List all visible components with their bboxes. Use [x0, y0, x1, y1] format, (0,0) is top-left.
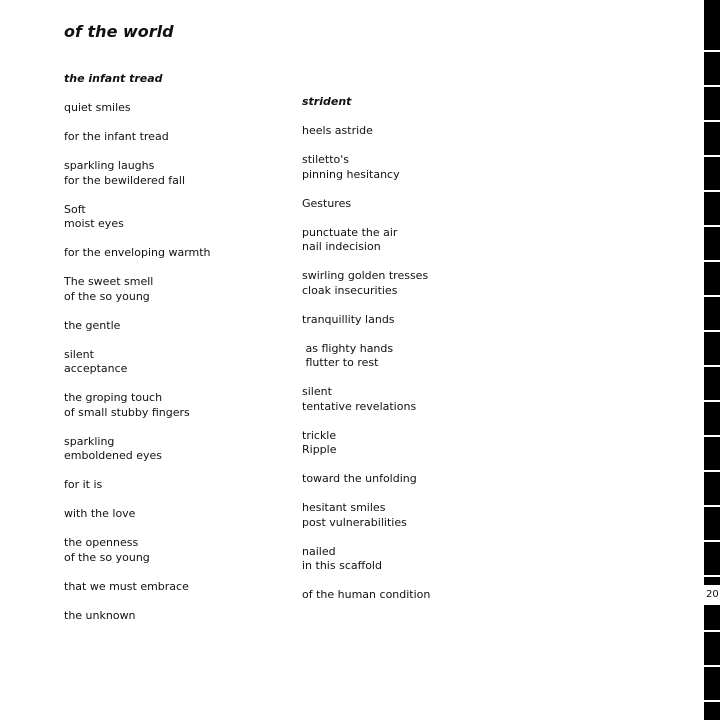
poem-line: sparkling: [64, 435, 115, 448]
poem-line: the gentle: [64, 319, 121, 332]
poem-line: with the love: [64, 507, 136, 520]
poem-line: for the infant tread: [64, 130, 169, 143]
poem-line: nail indecision: [302, 240, 381, 253]
poem-line: stiletto's: [302, 153, 350, 166]
page-edge-divider: [704, 330, 720, 332]
poem-line: of the so young: [64, 551, 150, 564]
page-edge-divider: [704, 85, 720, 87]
page-edge-divider: [704, 50, 720, 52]
poem-title-strident: strident: [302, 95, 352, 108]
poem-line: tentative revelations: [302, 400, 417, 413]
poem-line: in this scaffold: [302, 559, 382, 572]
page-edge-divider: [704, 700, 720, 702]
poem-line: for it is: [64, 478, 103, 491]
poem-line: the openness: [64, 536, 139, 549]
page-edge-divider: [704, 435, 720, 437]
poem-line: silent: [64, 348, 94, 361]
poem-line: cloak insecurities: [302, 284, 398, 297]
poem-line: nailed: [302, 545, 336, 558]
page-edge-divider: [704, 575, 720, 577]
poem-line: Ripple: [302, 443, 337, 456]
page-edge-divider: [704, 540, 720, 542]
page-title: of the world: [64, 22, 174, 41]
poem-line: pinning hesitancy: [302, 168, 400, 181]
poem-line: hesitant smiles: [302, 501, 386, 514]
poem-title-infant-tread: the infant tread: [64, 72, 163, 85]
page-number: 20: [706, 589, 719, 600]
poem-line: for the bewildered fall: [64, 174, 186, 187]
poem-line: quiet smiles: [64, 101, 131, 114]
poem-line: heels astride: [302, 124, 373, 137]
poem-line: moist eyes: [64, 217, 124, 230]
poem-line: Gestures: [302, 197, 352, 210]
poem-line: the unknown: [64, 609, 136, 622]
poem-line: acceptance: [64, 362, 128, 375]
poem-line: toward the unfolding: [302, 472, 417, 485]
poem-line: as flighty hands: [302, 342, 394, 355]
page-edge-divider: [704, 365, 720, 367]
poem-line: The sweet smell: [64, 275, 154, 288]
poem-line: of small stubby fingers: [64, 406, 190, 419]
poem-line: trickle: [302, 429, 337, 442]
page-edge-divider: [704, 155, 720, 157]
poem-line: Soft: [64, 203, 86, 216]
page-edge-divider: [704, 665, 720, 667]
page-edge-divider: [704, 400, 720, 402]
poem-line: the groping touch: [64, 391, 163, 404]
page-edge-divider: [704, 505, 720, 507]
page-edge-divider: [704, 470, 720, 472]
poem-line: tranquillity lands: [302, 313, 395, 326]
poem-line: silent: [302, 385, 332, 398]
poem-line: of the so young: [64, 290, 150, 303]
page-edge-divider: [704, 225, 720, 227]
page-edge-divider: [704, 630, 720, 632]
page-edge-divider: [704, 260, 720, 262]
poem-line: that we must embrace: [64, 580, 189, 593]
poem-line: swirling golden tresses: [302, 269, 429, 282]
poem-line: sparkling laughs: [64, 159, 155, 172]
poem-line: emboldened eyes: [64, 449, 162, 462]
page-edge-divider: [704, 120, 720, 122]
page-edge-strip: [704, 0, 720, 720]
poem-line: flutter to rest: [302, 356, 379, 369]
poem-line: of the human condition: [302, 588, 431, 601]
poem-line: for the enveloping warmth: [64, 246, 211, 259]
page-edge-divider: [704, 190, 720, 192]
poem-line: post vulnerabilities: [302, 516, 407, 529]
poem-line: punctuate the air: [302, 226, 398, 239]
page-edge-divider: [704, 295, 720, 297]
